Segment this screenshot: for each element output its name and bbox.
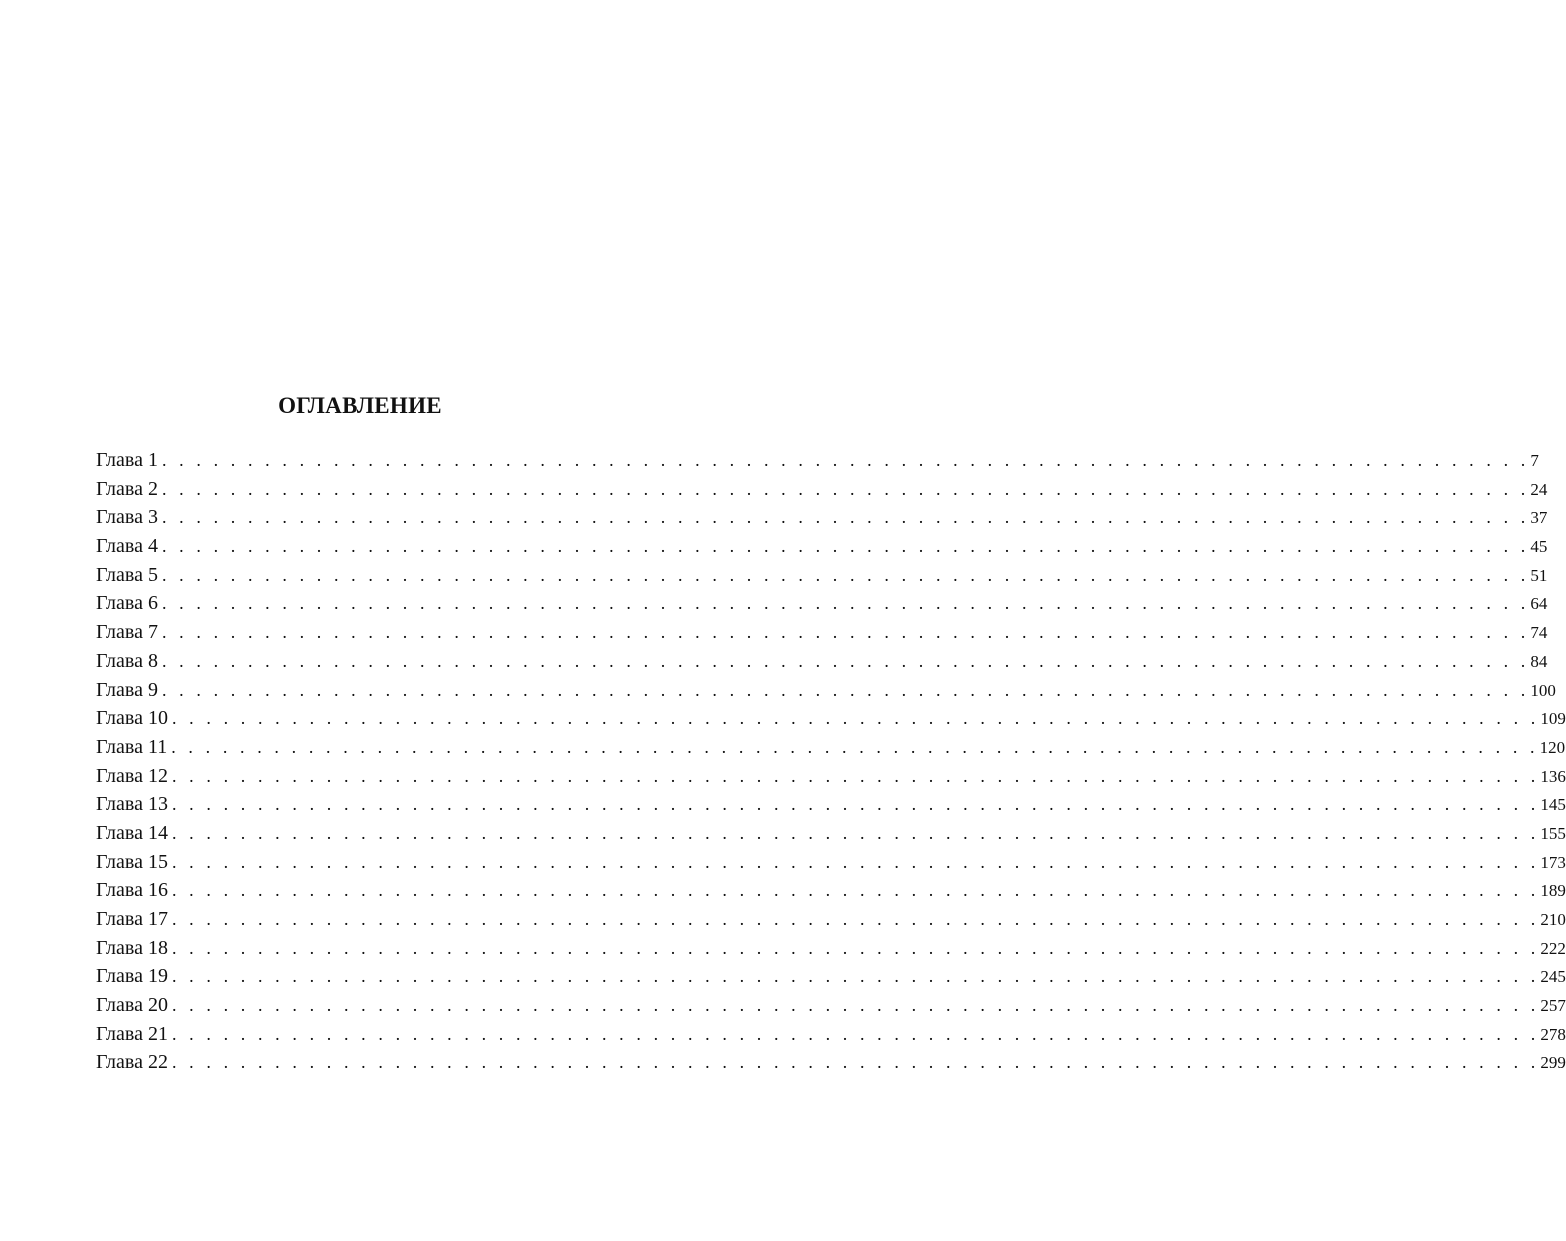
toc-entry-label: Глава 14 (96, 821, 168, 844)
toc-entry (96, 704, 1566, 733)
toc-entry-page-number: 100 (1530, 680, 1556, 700)
toc-entry-label: Глава 6 (96, 592, 158, 615)
toc-entry (96, 762, 1566, 791)
toc-entry-page-number: 7 (1530, 451, 1539, 470)
toc-entry (96, 934, 1566, 963)
toc-entry-page-number: 45 (1530, 537, 1548, 557)
toc-entry-label: Глава 5 (96, 563, 158, 586)
toc-entry-label: Глава 15 (96, 850, 168, 873)
toc-entry-label: Глава 8 (96, 649, 158, 672)
toc-dot-leader: . . . . . . . . . . . . . . . . . . . . . . . . . . . . . . . . . . . . . . . . . . . . . . . . . . . . . . . . . . . . . . . . . . . . . . . . . . . . . . . . (161, 679, 1530, 700)
toc-entry-page-number: 189 (1540, 881, 1566, 901)
toc-entry (96, 618, 1548, 647)
toc-entry (96, 848, 1566, 877)
toc-entry-page-number: 136 (1540, 766, 1566, 786)
toc-dot-leader: . . . . . . . . . . . . . . . . . . . . . . . . . . . . . . . . . . . . . . . . . . . . . . . . . . . . . . . . . . . . . . . . . . . . . . . . . . . . . . . . (171, 708, 1540, 729)
toc-entry-page-number: 299 (1540, 1053, 1566, 1073)
toc-entry (96, 475, 1548, 504)
toc-dot-leader: . . . . . . . . . . . . . . . . . . . . . . . . . . . . . . . . . . . . . . . . . . . . . . . . . . . . . . . . . . . . . . . . . . . . . . . . . . . . . . . . (161, 593, 1530, 614)
toc-entry-label: Глава 3 (96, 506, 158, 529)
toc-entry (96, 446, 1539, 475)
toc-entry-label: Глава 1 (96, 449, 158, 471)
toc-title: ОГЛАВЛЕНИЕ (278, 393, 442, 418)
toc-entry-page-number: 109 (1540, 709, 1566, 729)
toc-entry (96, 1020, 1566, 1049)
toc-entry (96, 876, 1566, 905)
toc-entry-page-number: 245 (1540, 967, 1566, 987)
toc-dot-leader: . . . . . . . . . . . . . . . . . . . . . . . . . . . . . . . . . . . . . . . . . . . . . . . . . . . . . . . . . . . . . . . . . . . . . . . . . . . . . . . . (171, 880, 1540, 901)
toc-entry-label: Глава 19 (96, 965, 168, 988)
toc-entry-page-number: 210 (1540, 910, 1566, 929)
toc-dot-leader: . . . . . . . . . . . . . . . . . . . . . . . . . . . . . . . . . . . . . . . . . . . . . . . . . . . . . . . . . . . . . . . . . . . . . . . . . . . . . . . . (161, 536, 1530, 557)
toc-dot-leader: . . . . . . . . . . . . . . . . . . . . . . . . . . . . . . . . . . . . . . . . . . . . . . . . . . . . . . . . . . . . . . . . . . . . . . . . . . . . . . . . (171, 1052, 1540, 1073)
toc-dot-leader: . . . . . . . . . . . . . . . . . . . . . . . . . . . . . . . . . . . . . . . . . . . . . . . . . . . . . . . . . . . . . . . . . . . . . . . . . . . . . . . . (161, 450, 1530, 470)
toc-entry-page-number: 173 (1540, 852, 1566, 872)
toc-entry-page-number: 222 (1540, 938, 1566, 958)
toc-entry-page-number: 64 (1530, 594, 1548, 614)
toc-dot-leader: . . . . . . . . . . . . . . . . . . . . . . . . . . . . . . . . . . . . . . . . . . . . . . . . . . . . . . . . . . . . . . . . . . . . . . . . . . . . . . . . (161, 622, 1530, 643)
toc-dot-leader: . . . . . . . . . . . . . . . . . . . . . . . . . . . . . . . . . . . . . . . . . . . . . . . . . . . . . . . . . . . . . . . . . . . . . . . . . . . . . . . . (161, 507, 1530, 528)
toc-entry-page-number: 155 (1540, 823, 1566, 843)
toc-entry-label: Глава 2 (96, 477, 158, 500)
toc-entry (96, 561, 1548, 590)
toc-entry-label: Глава 16 (96, 879, 168, 902)
toc-dot-leader: . . . . . . . . . . . . . . . . . . . . . . . . . . . . . . . . . . . . . . . . . . . . . . . . . . . . . . . . . . . . . . . . . . . . . . . . . . . . . . . . (171, 937, 1540, 958)
toc-entry-page-number: 51 (1530, 565, 1548, 585)
toc-entry (96, 962, 1566, 991)
toc-entry-label: Глава 11 (96, 735, 168, 758)
toc-entry (96, 589, 1548, 618)
toc-entry-page-number: 37 (1530, 508, 1548, 528)
toc-dot-leader: . . . . . . . . . . . . . . . . . . . . . . . . . . . . . . . . . . . . . . . . . . . . . . . . . . . . . . . . . . . . . . . . . . . . . . . . . . . . . . . . (171, 851, 1540, 872)
toc-dot-leader: . . . . . . . . . . . . . . . . . . . . . . . . . . . . . . . . . . . . . . . . . . . . . . . . . . . . . . . . . . . . . . . . . . . . . . . . . . . . . . . . (161, 650, 1530, 671)
toc-dot-leader: . . . . . . . . . . . . . . . . . . . . . . . . . . . . . . . . . . . . . . . . . . . . . . . . . . . . . . . . . . . . . . . . . . . . . . . . . . . . . . . . (171, 966, 1540, 987)
toc-dot-leader: . . . . . . . . . . . . . . . . . . . . . . . . . . . . . . . . . . . . . . . . . . . . . . . . . . . . . . . . . . . . . . . . . . . . . . . . . . . . . . . . (161, 478, 1530, 499)
toc-entry (96, 676, 1556, 705)
toc-entry (96, 991, 1566, 1020)
toc-entry-label: Глава 22 (96, 1051, 168, 1074)
toc-entry-label: Глава 18 (96, 936, 168, 959)
toc-entry-page-number: 145 (1540, 795, 1566, 815)
toc-entry (96, 532, 1548, 561)
toc-dot-leader: . . . . . . . . . . . . . . . . . . . . . . . . . . . . . . . . . . . . . . . . . . . . . . . . . . . . . . . . . . . . . . . . . . . . . . . . . . . . . . . . (171, 909, 1540, 929)
toc-entry-label: Глава 12 (96, 764, 168, 787)
toc-dot-leader: . . . . . . . . . . . . . . . . . . . . . . . . . . . . . . . . . . . . . . . . . . . . . . . . . . . . . . . . . . . . . . . . . . . . . . . . . . . . . . . . (171, 794, 1540, 815)
toc-dot-leader: . . . . . . . . . . . . . . . . . . . . . . . . . . . . . . . . . . . . . . . . . . . . . . . . . . . . . . . . . . . . . . . . . . . . . . . . . . . . . . . . (171, 995, 1540, 1016)
toc-entry-label: Глава 7 (96, 621, 158, 644)
toc-entry-page-number: 257 (1540, 996, 1566, 1016)
toc-entry (96, 905, 1566, 934)
toc-entry-label: Глава 21 (96, 1022, 168, 1045)
toc-dot-leader: . . . . . . . . . . . . . . . . . . . . . . . . . . . . . . . . . . . . . . . . . . . . . . . . . . . . . . . . . . . . . . . . . . . . . . . . . . . . . . . . (171, 736, 1539, 757)
toc-entry-label: Глава 17 (96, 908, 168, 930)
toc-entry (96, 647, 1548, 676)
toc-dot-leader: . . . . . . . . . . . . . . . . . . . . . . . . . . . . . . . . . . . . . . . . . . . . . . . . . . . . . . . . . . . . . . . . . . . . . . . . . . . . . . . . (171, 1023, 1540, 1044)
toc-entry (96, 503, 1548, 532)
toc-entry-label: Глава 10 (96, 707, 168, 730)
toc-list (96, 446, 1566, 1077)
toc-entry-page-number: 84 (1530, 651, 1548, 671)
toc-entry (96, 1048, 1566, 1077)
toc-entry (96, 819, 1566, 848)
toc-dot-leader: . . . . . . . . . . . . . . . . . . . . . . . . . . . . . . . . . . . . . . . . . . . . . . . . . . . . . . . . . . . . . . . . . . . . . . . . . . . . . . . . (161, 564, 1530, 585)
toc-entry (96, 733, 1566, 762)
toc-entry (96, 790, 1566, 819)
toc-dot-leader: . . . . . . . . . . . . . . . . . . . . . . . . . . . . . . . . . . . . . . . . . . . . . . . . . . . . . . . . . . . . . . . . . . . . . . . . . . . . . . . . (171, 765, 1540, 786)
toc-entry-label: Глава 4 (96, 535, 158, 558)
toc-entry-page-number: 74 (1530, 623, 1548, 643)
toc-entry-label: Глава 9 (96, 678, 158, 701)
toc-entry-label: Глава 20 (96, 994, 168, 1017)
toc-entry-page-number: 24 (1530, 479, 1548, 499)
toc-entry-page-number: 278 (1540, 1024, 1566, 1044)
toc-entry-page-number: 120 (1539, 737, 1566, 757)
toc-entry-label: Глава 13 (96, 793, 168, 816)
toc-dot-leader: . . . . . . . . . . . . . . . . . . . . . . . . . . . . . . . . . . . . . . . . . . . . . . . . . . . . . . . . . . . . . . . . . . . . . . . . . . . . . . . . (171, 822, 1540, 843)
